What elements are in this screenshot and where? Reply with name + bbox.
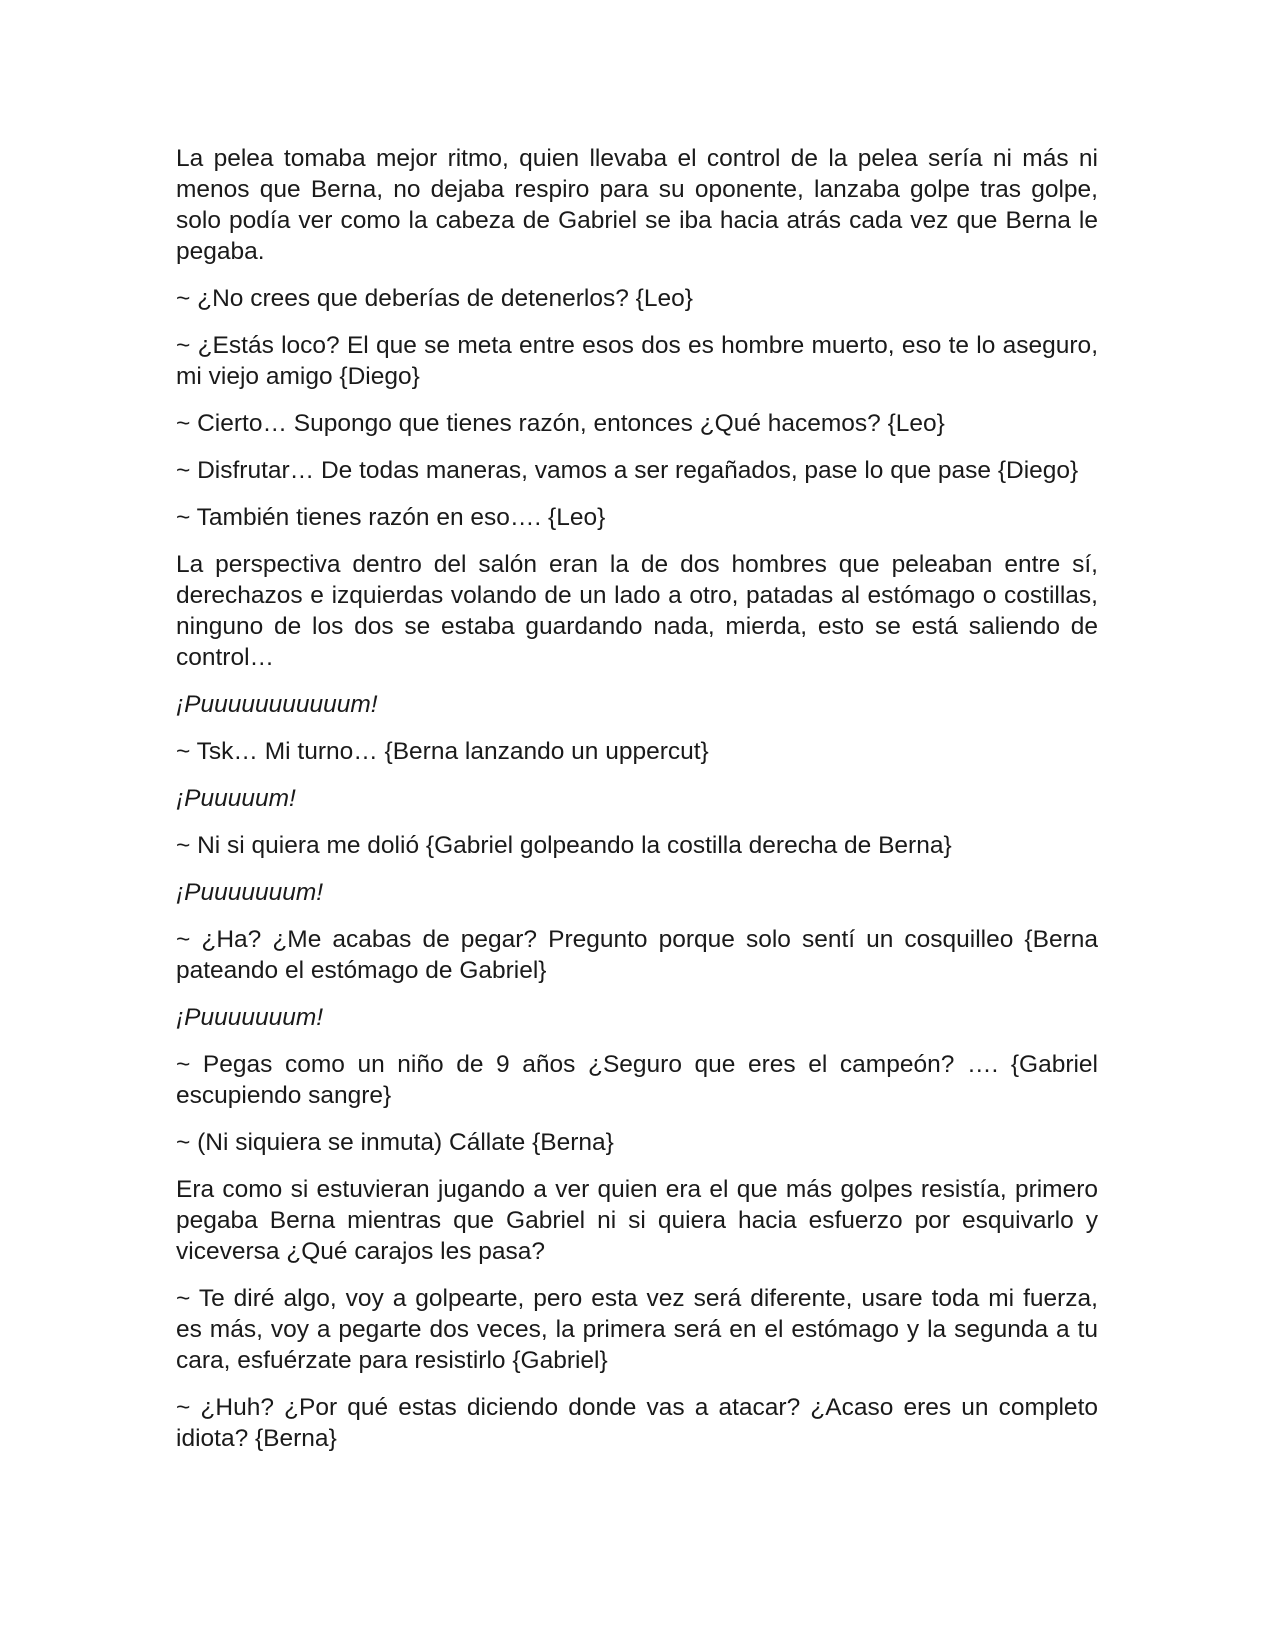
document-page — [176, 143, 1098, 1470]
sound-effect: ¡Puuuuuuum! — [176, 1004, 324, 1031]
dialogue-line: ~ ¿Estás loco? El que se meta entre esos dos es hombre muerto, eso te lo aseguro, mi viejo amigo {Diego} — [176, 332, 1098, 390]
dialogue-line: ~ Disfrutar… De todas maneras, vamos a ser regañados, pase lo que pase {Diego} — [176, 457, 1079, 484]
dialogue-line: ~ Tsk… Mi turno… {Berna lanzando un uppercut} — [176, 738, 709, 765]
dialogue-line: ~ ¿Huh? ¿Por qué estas diciendo donde vas a atacar? ¿Acaso eres un completo idiota? {Berna} — [176, 1394, 1098, 1452]
dialogue-line: ~ También tienes razón en eso…. {Leo} — [176, 504, 606, 531]
dialogue-line: ~ Cierto… Supongo que tienes razón, entonces ¿Qué hacemos? {Leo} — [176, 410, 945, 437]
dialogue-line: ~ Pegas como un niño de 9 años ¿Seguro que eres el campeón? …. {Gabriel escupiendo sangre} — [176, 1051, 1098, 1109]
dialogue-line: ~ (Ni siquiera se inmuta) Cállate {Berna} — [176, 1129, 614, 1156]
dialogue-line: ~ Ni si quiera me dolió {Gabriel golpeando la costilla derecha de Berna} — [176, 832, 952, 859]
sound-effect: ¡Puuuuuuuuuuum! — [176, 691, 378, 718]
dialogue-line: ~ ¿No crees que deberías de detenerlos? {Leo} — [176, 285, 693, 312]
sound-effect: ¡Puuuuum! — [176, 785, 296, 812]
narration-paragraph: La pelea tomaba mejor ritmo, quien llevaba el control de la pelea sería ni más ni menos que Berna, no dejaba respiro para su oponente, lanzaba golpe tras golpe, solo podía ver como la cabeza de Gabriel se iba hacia atrás cada vez que Berna le pegaba. — [176, 145, 1098, 265]
dialogue-line: ~ ¿Ha? ¿Me acabas de pegar? Pregunto porque solo sentí un cosquilleo {Berna pateando el estómago de Gabriel} — [176, 926, 1098, 984]
sound-effect: ¡Puuuuuuum! — [176, 879, 324, 906]
narration-paragraph: La perspectiva dentro del salón eran la de dos hombres que peleaban entre sí, derechazos e izquierdas volando de un lado a otro, patadas al estómago o costillas, ninguno de los dos se estaba guardando nada, mierda, esto se está saliendo de control… — [176, 551, 1098, 671]
narration-paragraph: Era como si estuvieran jugando a ver quien era el que más golpes resistía, primero pegaba Berna mientras que Gabriel ni si quiera hacia esfuerzo por esquivarlo y viceversa ¿Qué carajos les pasa? — [176, 1176, 1098, 1265]
dialogue-line: ~ Te diré algo, voy a golpearte, pero esta vez será diferente, usare toda mi fuerza, es más, voy a pegarte dos veces, la primera será en el estómago y la segunda a tu cara, esfuérzate para resistirlo {Gabriel} — [176, 1285, 1098, 1374]
